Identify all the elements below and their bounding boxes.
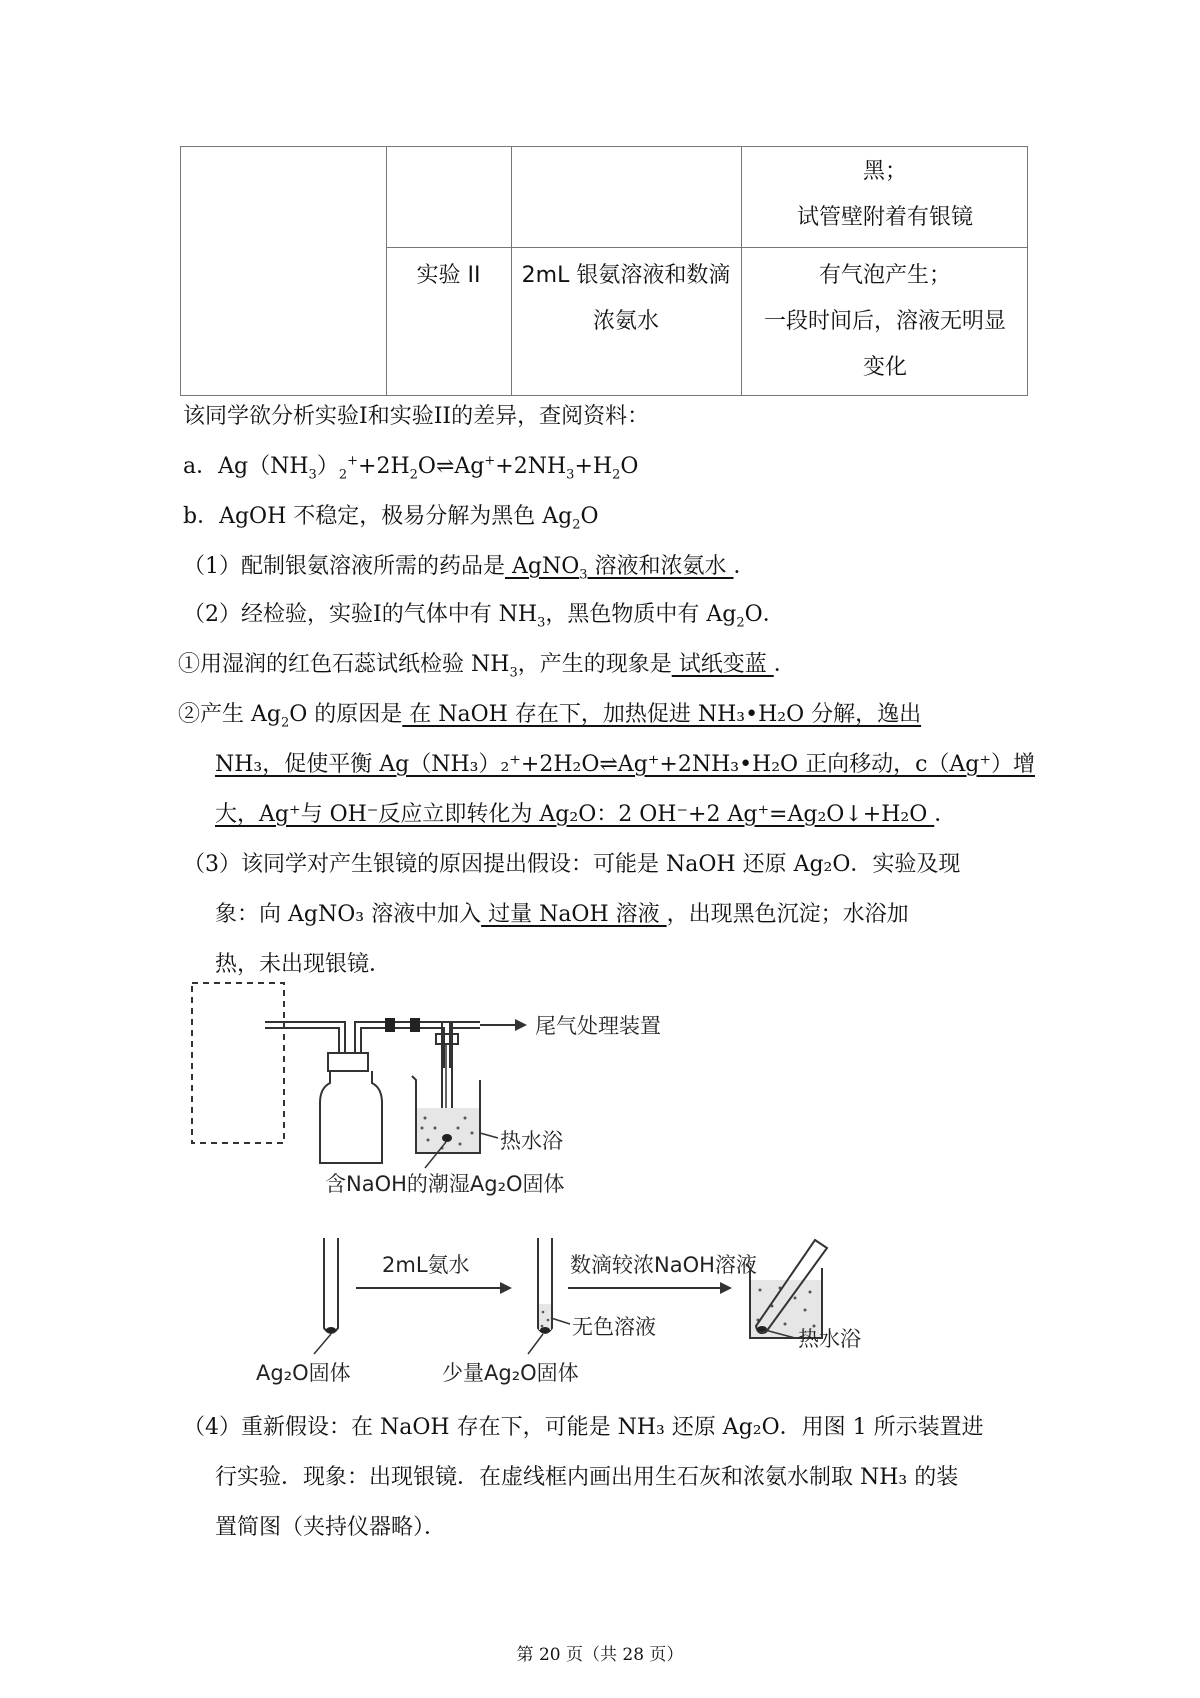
colorless-label: 无色溶液 <box>572 1315 656 1339</box>
gas-bottle <box>320 1071 382 1163</box>
ag2o-solid-2 <box>540 1327 550 1333</box>
answer-2-2-line1: 在 NaOH 存在下，加热促进 NH₃•H₂O 分解，逸出 <box>402 702 922 727</box>
question-1: （1）配制银氨溶液所需的药品是 AgNO$_3$ 溶液和浓氨水 ． <box>183 554 756 583</box>
clamp <box>385 1018 395 1032</box>
delivery-tube <box>265 1022 345 1053</box>
solid-label: 含NaOH的潮湿Ag₂O固体 <box>325 1172 565 1196</box>
ag2o-solid-1 <box>326 1327 336 1333</box>
question-3-line2: 象：向 AgNO₃ 溶液中加入 过量 NaOH 溶液 ，出现黑色沉淀；水浴加 <box>215 902 909 927</box>
table-cell-result: 有气泡产生； <box>818 263 951 288</box>
answer-2-2-line2: NH₃，促使平衡 Ag（NH₃）₂⁺+2H₂O⇌Ag⁺+2NH₃•H₂O 正向移动，c（Ag⁺）增 <box>215 752 1035 777</box>
figure-1-apparatus <box>180 978 740 1203</box>
question-4-line1: （4）重新假设：在 NaOH 存在下，可能是 NH₃ 还原 Ag₂O．用图 1 所示装置进 <box>183 1415 984 1440</box>
table-cell-reagent: 2mL 银氨溶液和数滴 <box>521 263 731 288</box>
reference-a: a．$Ag(NH_3)_2^++2H_2O\rightleftharpoons Ag^++2NH_3+H_2O$ <box>183 453 639 483</box>
question-3-line3: 热，未出现银镜． <box>215 952 392 977</box>
table-cell-result: 黑； <box>862 159 907 184</box>
question-3-line1: （3）该同学对产生银镜的原因提出假设：可能是 NaOH 还原 Ag₂O．实验及现 <box>183 852 961 877</box>
answer-2-2-line3: 大，Ag⁺与 OH⁻反应立即转化为 Ag₂O：2 OH⁻+2 Ag⁺=Ag₂O↓+H₂O ． <box>215 802 957 827</box>
tube1-label: Ag₂O固体 <box>256 1361 351 1385</box>
test-tube-1 <box>324 1238 338 1333</box>
question-2: （2）经检验，实验I的气体中有 $NH_3$，黑色物质中有 $Ag_2O$． <box>183 602 785 631</box>
question-2-2: ②产生 $Ag_2O$ 的原因是 在 NaOH 存在下，加热促进 NH₃•H₂O 分解，逸出 <box>178 702 922 731</box>
hot-bath-label-2: 热水浴 <box>798 1327 861 1351</box>
solid-sample <box>442 1134 452 1142</box>
answer-2-1: 试纸变蓝 <box>671 652 774 677</box>
dashed-placeholder-box <box>192 983 284 1143</box>
question-2-1: ①用湿润的红色石蕊试纸检验 $NH_3$，产生的现象是 试纸变蓝 ． <box>178 652 796 681</box>
table-cell-experiment: 实验 II <box>416 263 481 288</box>
hot-bath-label: 热水浴 <box>500 1129 563 1153</box>
hot-water <box>417 1108 479 1152</box>
answer-3: 过量 NaOH 溶液 <box>481 902 667 927</box>
step2-label: 数滴较浓NaOH溶液 <box>570 1253 757 1277</box>
page-number: 第 20 页（共 28 页） <box>516 1645 684 1665</box>
gas-bottle-stopper <box>328 1053 368 1071</box>
experiment-table <box>180 146 1028 396</box>
table-divider <box>386 247 1027 248</box>
tail-gas-label: 尾气处理装置 <box>535 1014 661 1038</box>
figure-2-procedure <box>210 1228 1000 1398</box>
answer-1: AgNO$_3$ 溶液和浓氨水 <box>505 554 734 583</box>
reference-b: b．AgOH 不稳定，极易分解为黑色 $Ag_2O$ <box>183 504 599 533</box>
table-cell-result: 一段时间后，溶液无明显 <box>763 309 1006 334</box>
table-cell-result: 变化 <box>862 355 907 380</box>
table-cell-reagent: 浓氨水 <box>592 309 659 334</box>
table-cell-result: 试管壁附着有银镜 <box>796 205 973 230</box>
tube2-label: 少量Ag₂O固体 <box>442 1361 579 1385</box>
question-4-line3: 置简图（夹持仪器略）． <box>215 1515 447 1540</box>
question-4-line2: 行实验．现象：出现银镜．在虚线框内画出用生石灰和浓氨水制取 NH₃ 的装 <box>215 1465 959 1490</box>
intro-text: 该同学欲分析实验I和实验II的差异，查阅资料： <box>183 404 650 429</box>
step1-label: 2mL氨水 <box>382 1253 470 1277</box>
